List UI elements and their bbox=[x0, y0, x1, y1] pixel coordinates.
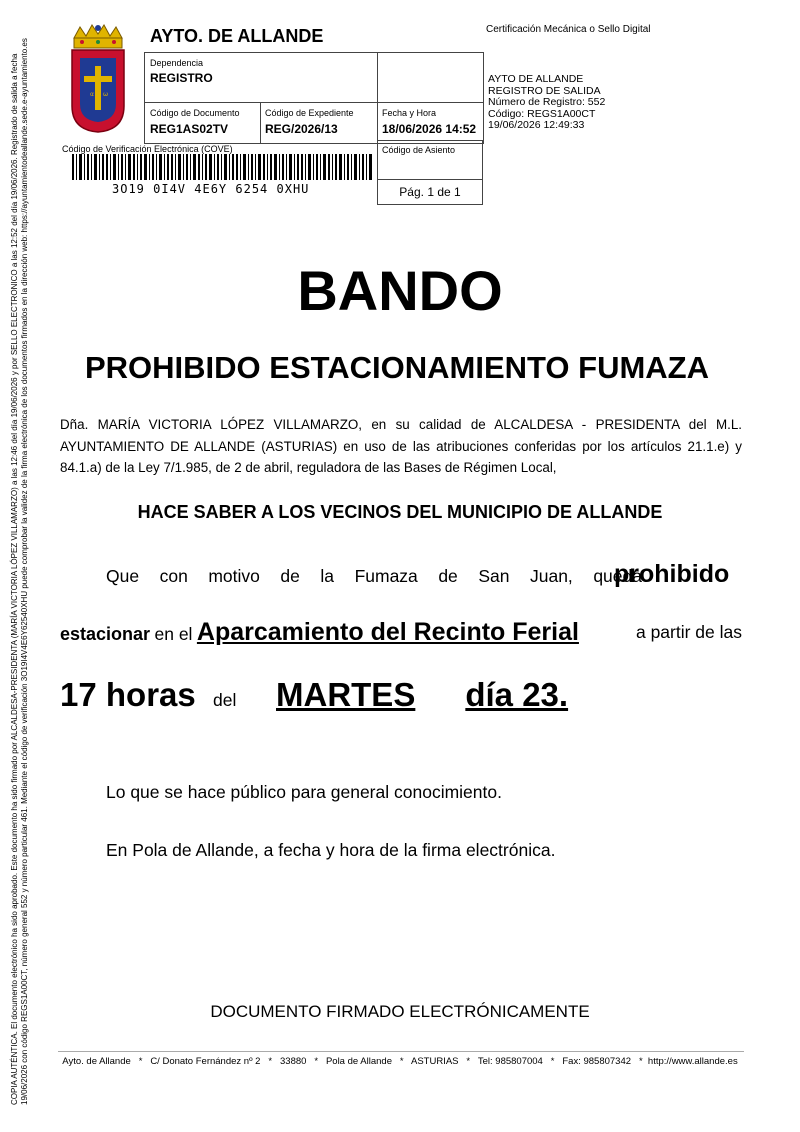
stamp-line-3: Número de Registro: 552 bbox=[488, 96, 606, 108]
intro-paragraph: Dña. MARÍA VICTORIA LÓPEZ VILLAMARZO, en su calidad de ALCALDESA - PRESIDENTA del M.L. AYUNTAMIENTO DE ALLANDE (ASTURIAS) en uso de las atribuciones conferidas por los artículos 21.1.e) y 84.1.a) de la Ley 7/1.985, de 2 de abril, reguladora de las Bases de Régimen Local, bbox=[60, 417, 742, 475]
exp-code-value: REG/2026/13 bbox=[265, 122, 338, 136]
stamp-line-1: AYTO DE ALLANDE bbox=[488, 73, 584, 85]
hace-saber-heading: HACE SABER A LOS VECINOS DEL MUNICIPIO DE ALLANDE bbox=[137, 502, 663, 522]
exp-code-label: Código de Expediente bbox=[265, 108, 354, 118]
estacionar-word: estacionar bbox=[60, 624, 151, 644]
dependencia-value: REGISTRO bbox=[150, 71, 213, 85]
stamp-line-5: 19/06/2026 12:49:33 bbox=[488, 119, 585, 131]
announcement-line-1-text: Que con motivo de la Fumaza de San Juan, queda bbox=[106, 566, 642, 586]
cove-code: 3O19 0I4V 4E6Y 6254 0XHU bbox=[112, 182, 310, 196]
location-name: Aparcamiento del Recinto Ferial bbox=[196, 618, 579, 646]
side-authenticity-text bbox=[10, 15, 30, 1105]
asiento-box bbox=[377, 140, 483, 205]
doc-code-label: Código de Documento bbox=[150, 108, 240, 118]
closing-line-2: En Pola de Allande, a fecha y hora de la firma electrónica. bbox=[106, 840, 556, 860]
footer-contact: Ayto. de Allande * C/ Donato Fernández nº 2 * 33880 * Pola de Allande * ASTURIAS * Tel: 985807004 * Fax: 985807342 * http://www.allande.es bbox=[62, 1056, 738, 1067]
registry-header-table bbox=[144, 52, 484, 144]
svg-text:α: α bbox=[90, 91, 94, 98]
doc-code-value: REG1AS02TV bbox=[150, 122, 229, 136]
subtitle-text: PROHIBIDO ESTACIONAMIENTO FUMAZA bbox=[84, 350, 709, 385]
signed-notice: DOCUMENTO FIRMADO ELECTRÓNICAMENTE bbox=[210, 1002, 590, 1021]
date-value: 18/06/2026 14:52 bbox=[382, 122, 477, 136]
side-text-line-1: COPIA AUTÉNTICA. El documento electrónico ha sido aprobado. Este documento ha sido firmado por ALCALDESA-PRESIDENTA (MARÍA VICTORIA LÓPEZ VILLAMARZO) a las 12:46 del día 19/06/2026 y por SELLO ELECTRONICO a las 12:52 del día 19/06/2026. Registrado de salida a fecha bbox=[10, 53, 19, 1105]
announcement-line-2 bbox=[60, 618, 742, 647]
del-text: del bbox=[213, 690, 237, 710]
cove-label: Código de Verificación Electrónica (COVE) bbox=[62, 144, 233, 154]
certification-title: Certificación Mecánica o Sello Digital bbox=[486, 24, 651, 35]
coat-of-arms-logo bbox=[68, 24, 128, 134]
a-partir-text: a partir de las bbox=[635, 622, 742, 642]
dependencia-label: Dependencia bbox=[150, 58, 204, 68]
document-subtitle bbox=[0, 350, 800, 386]
en-el-text: en el bbox=[154, 624, 193, 644]
day-number-text: día 23. bbox=[465, 676, 569, 713]
date-label: Fecha y Hora bbox=[382, 108, 437, 118]
date-day-text bbox=[276, 676, 569, 714]
weekday-text: MARTES bbox=[276, 676, 416, 713]
hour-text: 17 horas bbox=[60, 676, 196, 713]
prohibido-word: prohibido bbox=[614, 560, 730, 588]
closing-line-1: Lo que se hace público para general conocimiento. bbox=[106, 782, 502, 802]
stamp-line-2: REGISTRO DE SALIDA bbox=[488, 84, 601, 97]
side-text-line-2: 19/06/2026 con código REGS1A00CT, número general 552 y número particular 461. Mediante el código de verificación 3O19I4V4E6Y62540XHU puede comprobar la validez de la firma electrónica de los documentos firmados en la dirección web: https://ayuntamientodeallande.sede.e-ayuntamiento.es bbox=[20, 38, 29, 1105]
document-title: BANDO bbox=[297, 259, 503, 322]
page-number: Pág. 1 de 1 bbox=[399, 185, 461, 199]
registry-stamp bbox=[488, 74, 605, 132]
footer-divider bbox=[58, 1051, 744, 1052]
org-name: AYTO. DE ALLANDE bbox=[150, 26, 324, 46]
cove-barcode bbox=[72, 154, 372, 180]
stamp-line-4: Código: REGS1A00CT bbox=[488, 107, 596, 120]
asiento-label: Código de Asiento bbox=[382, 145, 456, 155]
svg-text:ω: ω bbox=[103, 91, 109, 98]
